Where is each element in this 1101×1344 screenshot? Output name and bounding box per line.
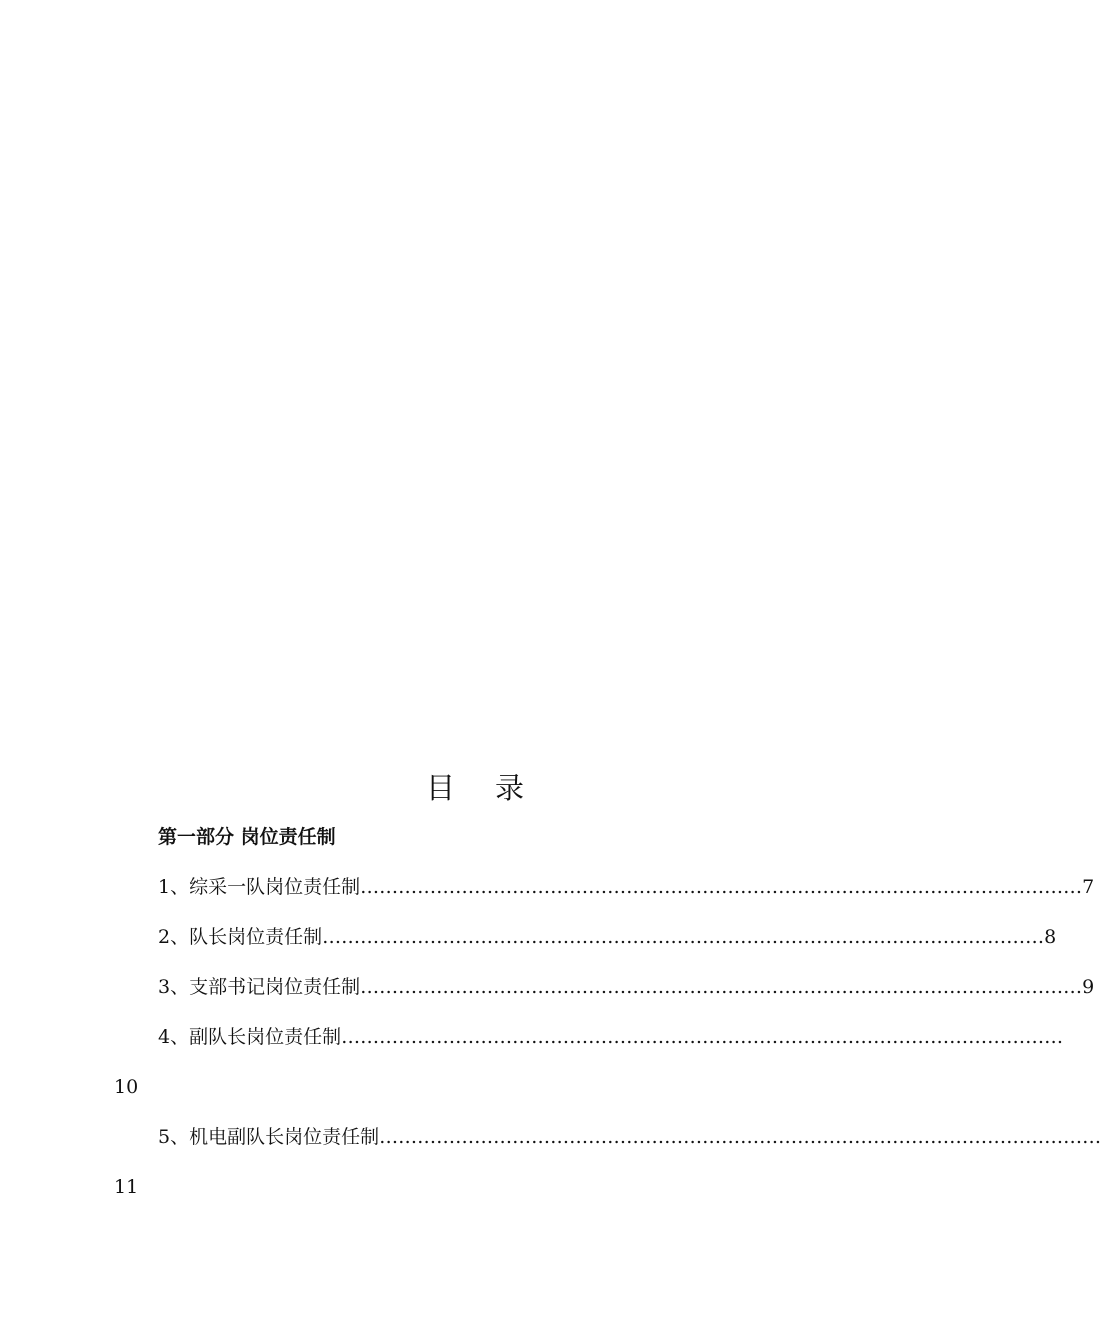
toc-entry-label: 5、机电副队长岗位责任制 (158, 1126, 380, 1148)
toc-leader: …………………………………………………………………………………………………… (379, 1126, 1101, 1148)
toc-leader: …………………………………………………………………………………………………… (360, 876, 1083, 898)
toc-entry-label: 4、副队长岗位责任制 (158, 1026, 342, 1048)
toc-entry-label: 1、综采一队岗位责任制 (158, 876, 361, 898)
toc-title: 目录 (425, 771, 564, 805)
toc-entry-page: 11 (114, 1176, 139, 1198)
toc-entry-3[interactable] (158, 972, 1095, 1002)
toc-leader: …………………………………………………………………………………………………… (360, 976, 1083, 998)
toc-entry-page: 9 (1082, 976, 1095, 998)
toc-entry-label: 2、队长岗位责任制 (158, 926, 323, 948)
toc-entry-2[interactable] (158, 922, 1057, 952)
toc-leader: …………………………………………………………………………………………………… (341, 1026, 1064, 1048)
toc-entry-5[interactable] (158, 1122, 1101, 1152)
toc-entry-4[interactable] (158, 1022, 1064, 1052)
toc-entry-label: 3、支部书记岗位责任制 (158, 976, 361, 998)
toc-entry-1[interactable] (158, 872, 1095, 902)
toc-entry-page: 10 (114, 1076, 139, 1098)
toc-entry-page: 8 (1044, 926, 1057, 948)
part-heading: 第一部分 岗位责任制 (158, 826, 336, 848)
toc-leader: …………………………………………………………………………………………………… (322, 926, 1045, 948)
toc-entry-page: 7 (1082, 876, 1095, 898)
